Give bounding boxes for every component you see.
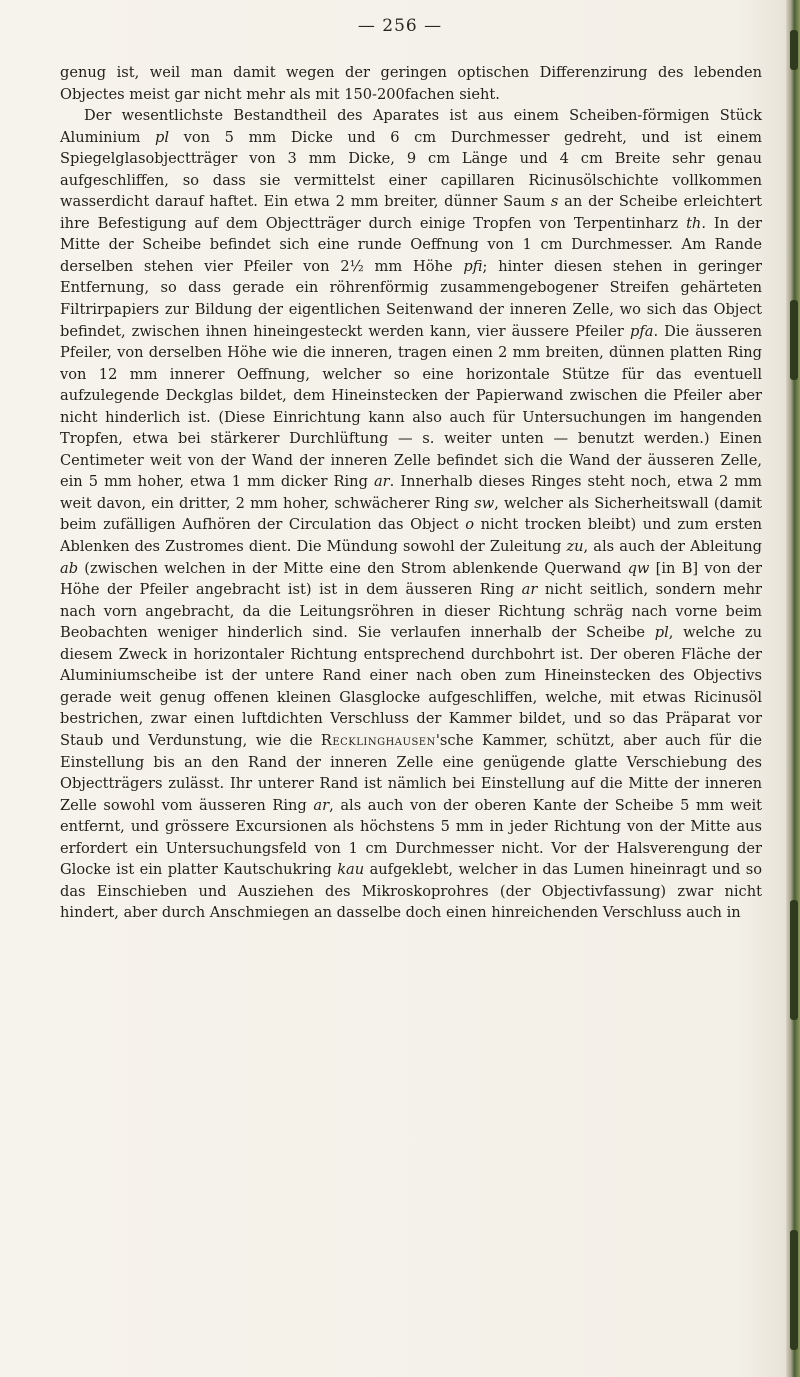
text-run: nicht trocken bleibt) und zum ersten Ablenken des Zustromes dient. Die Mündung sowohl der Zuleitung xyxy=(60,516,762,556)
text-run: , als auch der Ableitung xyxy=(583,538,762,556)
text-run: , als auch von der oberen Kante der Scheibe 5 mm weit entfernt, und grössere Excursionen als höchstens 5 mm in jeder Richtung von der Mitte aus erfordert ein Untersuchungsfeld von 1 cm Durchmesser nicht. Vor der Halsverengung der Glocke ist ein platter Kautschukring xyxy=(60,796,762,879)
italic-symbol: kau xyxy=(337,861,365,879)
italic-symbol: pl xyxy=(155,128,170,146)
body-text xyxy=(60,62,762,924)
italic-symbol: qw xyxy=(627,559,650,577)
text-run: 'sche Kammer, schützt, aber auch für die Einstellung bis an den Rand der inneren Zelle eine genügende glatte Verschiebung des Objectträgers zulässt. Ihr unterer Rand ist nämlich bei Einstellung auf die Mitte der inneren Zelle sowohl vom äusseren Ring xyxy=(60,731,762,814)
text-run: genug ist, weil man damit wegen der geringen optischen Differenzirung des lebenden Objectes meist gar nicht mehr als mit 150-200fachen sieht. xyxy=(60,64,762,103)
italic-symbol: ar xyxy=(313,796,330,814)
italic-symbol: pfi xyxy=(463,257,483,275)
edge-stain xyxy=(790,300,798,380)
paragraph xyxy=(60,62,762,105)
italic-symbol: ar xyxy=(373,473,390,491)
text-run: an der Scheibe erleichtert ihre Befestigung auf dem Objectträger durch einige Tropfen von Terpentinharz xyxy=(60,193,762,232)
text-run: von 5 mm Dicke und 6 cm Durchmesser gedreht, und ist einem Spiegelglasobjectträger von 3 mm Dicke, 9 cm Länge und 4 cm Breite sehr genau aufgeschliffen, so dass sie vermittelst einer capillaren Ricinusölschichte vollkommen wasserdicht darauf haftet. Ein etwa 2 mm breiter, dünner Saum xyxy=(60,128,763,211)
text-run: . Innerhalb dieses Ringes steht noch, etwa 2 mm weit davon, ein dritter, 2 mm hoher, schwächerer Ring xyxy=(60,473,763,512)
text-run: Der wesentlichste Bestandtheil des Aparates ist aus einem Scheiben-förmigen Stück Aluminium xyxy=(60,107,762,146)
italic-symbol: sw xyxy=(474,494,495,512)
small-caps-name: Recklinghausen xyxy=(320,731,436,749)
edge-stain xyxy=(790,1230,798,1350)
text-run: In der Mitte der Scheibe befindet sich eine runde Oeffnung von 1 cm Durchmesser. Am Rande derselben stehen vier Pfeiler von 2½ mm Höhe xyxy=(60,214,762,275)
italic-symbol: zu xyxy=(566,538,584,556)
text-run: ; hinter diesen stehen in geringer Entfernung, so dass gerade ein röhrenförmig zusammengebogener Streifen gehärteten Filtrirpapiers zur Bildung der eigentlichen Seitenwand der inneren Zelle, wo sich das Object befindet, zwischen ihnen hineingesteckt werden kann, vier äussere Pfeiler xyxy=(60,257,763,340)
edge-stain xyxy=(790,30,798,70)
italic-symbol: o xyxy=(465,516,474,534)
text-run: , welche zu diesem Zweck in horizontaler Richtung entsprechend durchbohrt ist. Der oberen Fläche der Aluminiumscheibe ist der untere Rand einer nach oben zum Hineinstecken des Objectivs gerade weit genug offenen kleinen Glasglocke aufgeschliffen, welche, mit etwas Ricinusöl bestrichen, zwar einen luftdichten Verschluss der Kammer bildet, und so das Präparat vor Staub und Verdunstung, wie die xyxy=(60,624,762,749)
italic-symbol: ar xyxy=(521,581,538,599)
text-run: , welcher als Sicherheitswall (damit beim zufälligen Aufhören der Circulation das Object xyxy=(60,494,762,534)
italic-symbol: pfa xyxy=(629,322,654,340)
italic-symbol: ab xyxy=(60,559,79,577)
text-run: [in B] von der Höhe der Pfeiler angebracht ist) ist in dem äusseren Ring xyxy=(60,559,762,599)
text-run: (zwischen welchen in der Mitte eine den Strom ablenkende Querwand xyxy=(78,559,628,577)
page-number: — 256 — xyxy=(357,16,443,36)
italic-symbol: pl xyxy=(654,624,669,642)
page-edge-strip xyxy=(786,0,800,1377)
text-run: aufgeklebt, welcher in das Lumen hineinragt und so das Einschieben und Ausziehen des Mikroskoprohres (der Objectivfassung) zwar nicht hindert, aber durch Anschmiegen an dasselbe doch einen hinreichenden Verschluss auch in xyxy=(60,861,762,922)
edge-stain xyxy=(790,900,798,1020)
text-run: . Die äusseren Pfeiler, von derselben Höhe wie die inneren, tragen einen 2 mm breiten, dünnen platten Ring von 12 mm innerer Oeffnung, welcher so eine horizontale Stütze für das eventuell aufzulegende Deckglas bildet, dem Hineinstecken der Papierwand zwischen die Pfeiler aber nicht hinderlich ist. (Diese Einrichtung kann also auch für Untersuchungen im hangenden Tropfen, etwa bei stärkerer Durchlüftung — s. weiter unten — benutzt werden.) Einen Centimeter weit von der Wand der inneren Zelle befindet sich die Wand der äusseren Zelle, ein 5 mm hoher, etwa 1 mm dicker Ring xyxy=(60,322,762,491)
text-run: nicht seitlich, sondern mehr nach vorn angebracht, da die Leitungsröhren in dieser Richtung schräg nach vorne beim Beobachten weniger hinderlich sind. Sie verlaufen innerhalb der Scheibe xyxy=(60,581,762,642)
italic-symbol: s xyxy=(550,193,559,211)
paragraph xyxy=(60,105,762,924)
italic-symbol: th. xyxy=(686,214,706,232)
